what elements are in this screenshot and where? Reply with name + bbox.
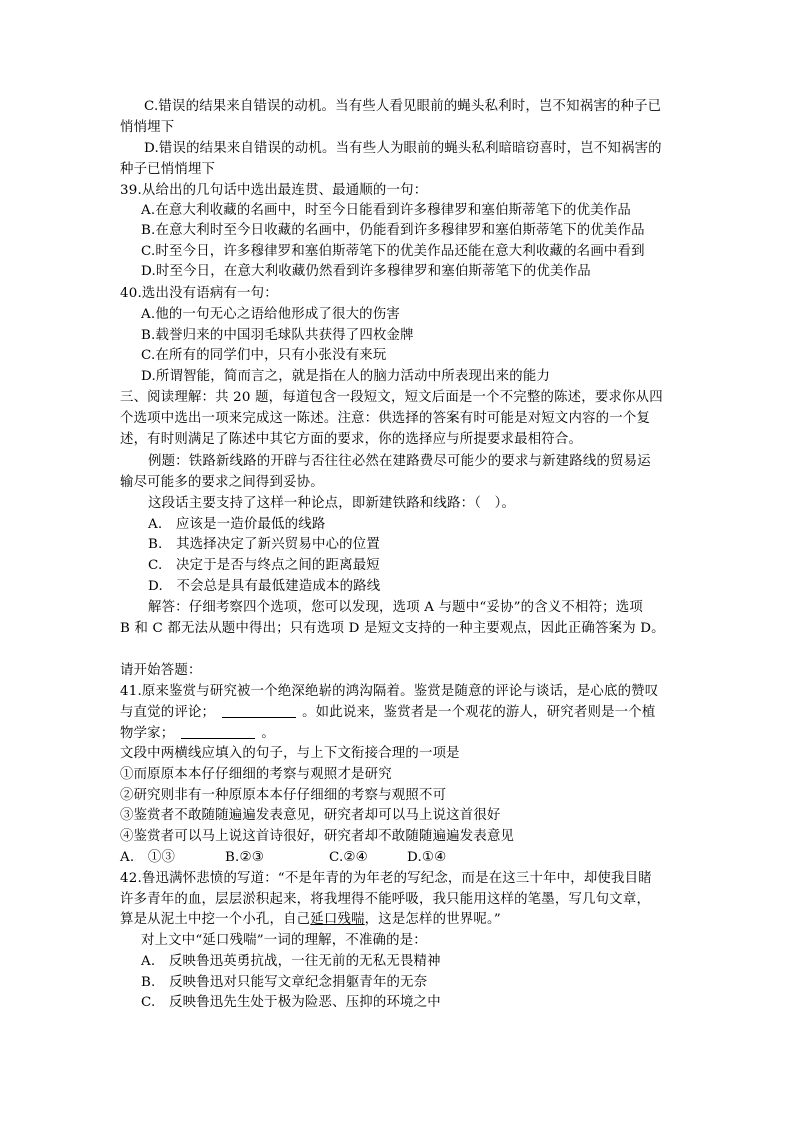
q40-option-a: A.他的一句无心之语给他形成了很大的伤害 [141, 307, 400, 322]
q41-sentence-3: ③鉴赏者不敢随随遍遍发表意见，研究者却可以马上说这首很好 [120, 808, 501, 823]
example-answer-line1: 解答：仔细考察四个选项，您可以发现，选项 A 与题中“妥协”的含义不相符；选项 [148, 600, 643, 615]
q42-passage-line2: 许多青年的血，层层淤积起来，将我埋得不能呼吸，我只能用这样的笔墨，写几句文章， [120, 892, 651, 907]
example-passage-line2: 输尽可能多的要求之间得到妥协。 [120, 475, 324, 490]
q41-sentence-2: ②研究则非有一种原原本本仔仔细细的考察与观照不可 [120, 788, 447, 803]
example-option-b: B. 其选择决定了新兴贸易中心的位置 [148, 537, 380, 552]
q41-passage-line3-end: 。 [261, 726, 275, 741]
q40-option-c: C.在所有的同学们中，只有小张没有来玩 [141, 348, 387, 363]
q41-option-c: C.②④ [329, 850, 368, 865]
example-passage-line1: 例题：铁路新线路的开辟与否往往必然在建路费尽可能少的要求与新建路线的贸易运 [148, 454, 651, 469]
section3-intro-line3: 述，有时则满足了陈述中其它方面的要求，你的选择应与所提要求最相符合。 [120, 432, 583, 447]
example-option-c: C. 决定于是否与终点之间的距离最短 [148, 558, 380, 573]
q41-question: 文段中两横线应填入的句子，与上下文衔接合理的一项是 [120, 746, 460, 761]
example-option-d: D. 不会总是具有最低建造成本的路线 [148, 579, 381, 594]
q39-option-d: D.时至今日，在意大利收藏仍然看到许多穆律罗和塞伯斯蒂笔下的优美作品 [141, 264, 591, 279]
q38-option-c-line1: C.错误的结果来自错误的动机。当有些人看见眼前的蝇头私利时，岂不知祸害的种子已 [144, 99, 662, 114]
q39-stem: 39.从给出的几句话中选出最连贯、最通顺的一句： [120, 183, 428, 198]
q41-passage-line1: 41.原来鉴赏与研究被一个绝深绝崭的鸿沟隔着。鉴赏是随意的评论与谈话，是心底的赞叹 [120, 684, 659, 699]
q39-option-a: A.在意大利收藏的名画中，时至今日能看到许多穆律罗和塞伯斯蒂笔下的优美作品 [141, 203, 631, 218]
example-question: 这段话主要支持了这样一种论点，即新建铁路和线路：（ ）。 [148, 496, 516, 511]
q40-option-b: B.载誉归来的中国羽毛球队共获得了四枚金牌 [141, 328, 414, 343]
section3-intro-line2: 个选项中选出一项来完成这一陈述。注意：供选择的答案有时可能是对短文内容的一个复 [120, 411, 651, 426]
q40-stem: 40.选出没有语病有一句： [120, 286, 278, 301]
q42-option-c: C. 反映鲁迅先生处于极为险恶、压抑的环境之中 [141, 995, 441, 1010]
section3-intro-line1: 三、阅读理解：共 20 题，每道包含一段短文，短文后面是一个不完整的陈述，要求你从四 [120, 390, 663, 405]
q39-option-c: C.时至今日，许多穆律罗和塞伯斯蒂笔下的优美作品还能在意大利收藏的名画中看到 [141, 244, 645, 259]
q42-passage-line3 [120, 910, 501, 930]
q41-option-a: A. ①③ [120, 850, 176, 865]
q42-passage-line3-start: 算是从泥土中挖一个小孔，自己 [120, 912, 311, 927]
q41-passage-line2 [120, 703, 655, 723]
q41-blank-1 [222, 703, 296, 718]
q42-passage-line3-end: ，这是怎样的世界呢。” [364, 912, 501, 927]
q42-option-a: A. 反映鲁迅英勇抗战，一往无前的无私无畏精神 [141, 954, 441, 969]
q38-option-d-line2: 种子已悄悄埋下 [120, 162, 216, 177]
q41-option-b: B.②③ [225, 850, 264, 865]
q42-option-b: B. 反映鲁迅对只能写文章纪念捐躯青年的无奈 [141, 975, 428, 990]
q41-passage-line2-start: 与直觉的评论； [120, 705, 216, 720]
q41-blank-2 [181, 724, 255, 739]
q40-option-d: D.所谓智能，简而言之，就是指在人的脑力活动中所表现出来的能力 [141, 369, 551, 384]
q42-underlined-phrase: 延口残喘 [310, 912, 365, 927]
q38-option-c-line2: 悄悄埋下 [120, 120, 175, 135]
q42-passage-line1: 42.鲁迅满怀悲愤的写道：“不是年青的为年老的写纪念，而是在这三十年中，却使我目睹 [120, 871, 652, 886]
start-heading: 请开始答题： [120, 663, 202, 678]
q41-passage-line3-start: 物学家； [120, 726, 175, 741]
q41-passage-line2-end: 。如此说来，鉴赏者是一个观花的游人，研究者则是一个植 [302, 705, 656, 720]
q41-option-d: D.①④ [407, 850, 447, 865]
example-option-a: A. 应该是一造价最低的线路 [148, 517, 326, 532]
q41-sentence-4: ④鉴赏者可以马上说这首诗很好，研究者却不敢随随遍遍发表意见 [120, 829, 515, 844]
q42-question: 对上文中“延口残喘”一词的理解，不准确的是： [141, 933, 427, 948]
q41-sentence-1: ①而原原本本仔仔细细的考察与观照才是研究 [120, 767, 392, 782]
q38-option-d-line1: D.错误的结果来自错误的动机。当有些人为眼前的蝇头私利暗暗窃喜时，岂不知祸害的 [144, 141, 662, 156]
q41-passage-line3 [120, 724, 275, 744]
q39-option-b: B.在意大利时至今日收藏的名画中，仍能看到许多穆律罗和塞伯斯蒂笔下的优美作品 [141, 223, 645, 238]
example-answer-line2: B 和 C 都无法从题中得出；只有选项 D 是短文支持的一种主要观点，因此正确答案为 D。 [120, 621, 665, 636]
